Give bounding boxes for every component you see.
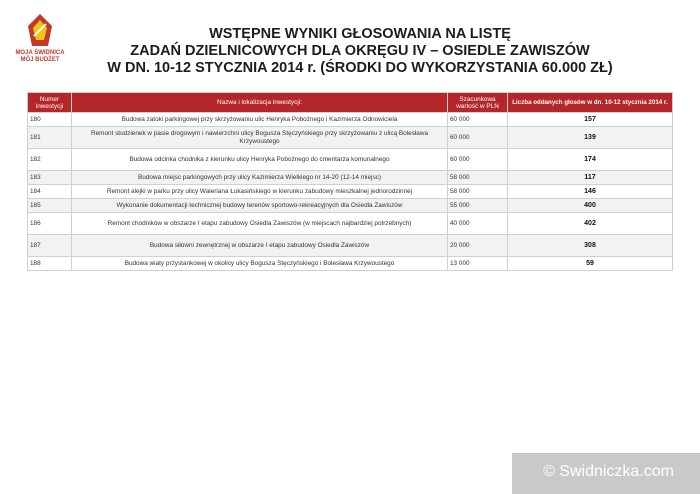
- row-cost: 55 000: [448, 199, 508, 213]
- row-name: Budowa odcinka chodnika z kierunku ulicy Henryka Pobożnego do cmentarza komunalnego: [72, 149, 448, 171]
- page-title: [80, 26, 640, 77]
- title-line3: W DN. 10-12 STYCZNIA 2014 r. (ŚRODKI DO WYKORZYSTANIA 60.000 ZŁ): [107, 60, 613, 76]
- title-line2: ZADAŃ DZIELNICOWYCH DLA OKRĘGU IV – OSIEDLE ZAWISZÓW: [130, 43, 590, 59]
- header-cost: Szacunkowa wartość w PLN: [448, 93, 508, 113]
- row-number: 184: [28, 185, 72, 199]
- row-name: Budowa wiaty przystankowej w okolicy ulicy Bogusza Stęczyńskiego i Bolesława Krzywoustego: [72, 257, 448, 271]
- table-row: [28, 199, 673, 213]
- logo-emblem-icon: [22, 12, 58, 50]
- table-row: [28, 185, 673, 199]
- row-cost: 13 000: [448, 257, 508, 271]
- logo: [8, 12, 72, 70]
- row-name: Remont studzienek w pasie drogowym i nawierzchni ulicy Bogusza Stęczyńskiego przy skrzyżowaniu z ulicą Bolesława Krzywoustego: [72, 127, 448, 149]
- row-cost: 60 000: [448, 113, 508, 127]
- logo-text: [8, 50, 72, 64]
- row-number: 188: [28, 257, 72, 271]
- row-cost: 60 000: [448, 149, 508, 171]
- row-name: Budowa miejsc parkingowych przy ulicy Kazimierza Wielkiego nr 14-20 (12-14 miejsc): [72, 171, 448, 185]
- row-votes: 174: [508, 149, 673, 171]
- row-number: 181: [28, 127, 72, 149]
- row-votes: 400: [508, 199, 673, 213]
- row-name: Remont alejki w parku przy ulicy Waleriana Łukasińskiego w kierunku zabudowy mieszkalnej jednorodzinnej: [72, 185, 448, 199]
- row-cost: 58 000: [448, 185, 508, 199]
- table-row: [28, 149, 673, 171]
- logo-text-line1: MOJA ŚWIDNICA: [15, 50, 65, 56]
- row-name: Remont chodników w obszarze I etapu zabudowy Osiedla Zawiszów (w miejscach najbardziej potrzebnych): [72, 213, 448, 235]
- row-name: Budowa zatoki parkingowej przy skrzyżowaniu ulic Henryka Pobożnego i Kazimierza Odnowiciela: [72, 113, 448, 127]
- row-votes: 146: [508, 185, 673, 199]
- table-row: [28, 235, 673, 257]
- row-number: 185: [28, 199, 72, 213]
- row-name: Wykonanie dokumentacji technicznej budowy terenów sportowo-rekreacyjnych dla Osiedla Zawiszów: [72, 199, 448, 213]
- row-votes: 59: [508, 257, 673, 271]
- title-line1: WSTĘPNE WYNIKI GŁOSOWANIA NA LISTĘ: [209, 26, 511, 42]
- row-votes: 402: [508, 213, 673, 235]
- header-votes: Liczba oddanych głosów w dn. 10-12 stycznia 2014 r.: [508, 93, 673, 113]
- row-votes: 117: [508, 171, 673, 185]
- row-number: 183: [28, 171, 72, 185]
- header-name: Nazwa i lokalizacja inwestycji:: [72, 93, 448, 113]
- table-header-row: [28, 93, 673, 113]
- table-row: [28, 213, 673, 235]
- header-number: Numer inwestycji: [28, 93, 72, 113]
- row-cost: 60 000: [448, 127, 508, 149]
- row-votes: 157: [508, 113, 673, 127]
- row-cost: 58 000: [448, 171, 508, 185]
- row-cost: 40 000: [448, 213, 508, 235]
- row-number: 187: [28, 235, 72, 257]
- row-cost: 20 000: [448, 235, 508, 257]
- table-row: [28, 113, 673, 127]
- logo-text-line2: MÓJ BUDŻET: [20, 57, 60, 63]
- watermark: [512, 453, 700, 494]
- row-votes: 308: [508, 235, 673, 257]
- row-number: 182: [28, 149, 72, 171]
- table-row: [28, 257, 673, 271]
- results-table: [27, 92, 673, 271]
- watermark-text: © Swidniczka.com: [543, 463, 674, 480]
- table-row: [28, 127, 673, 149]
- row-number: 186: [28, 213, 72, 235]
- row-number: 180: [28, 113, 72, 127]
- table-row: [28, 171, 673, 185]
- row-name: Budowa siłowni zewnętrznej w obszarze I etapu zabudowy Osiedla Zawiszów: [72, 235, 448, 257]
- row-votes: 139: [508, 127, 673, 149]
